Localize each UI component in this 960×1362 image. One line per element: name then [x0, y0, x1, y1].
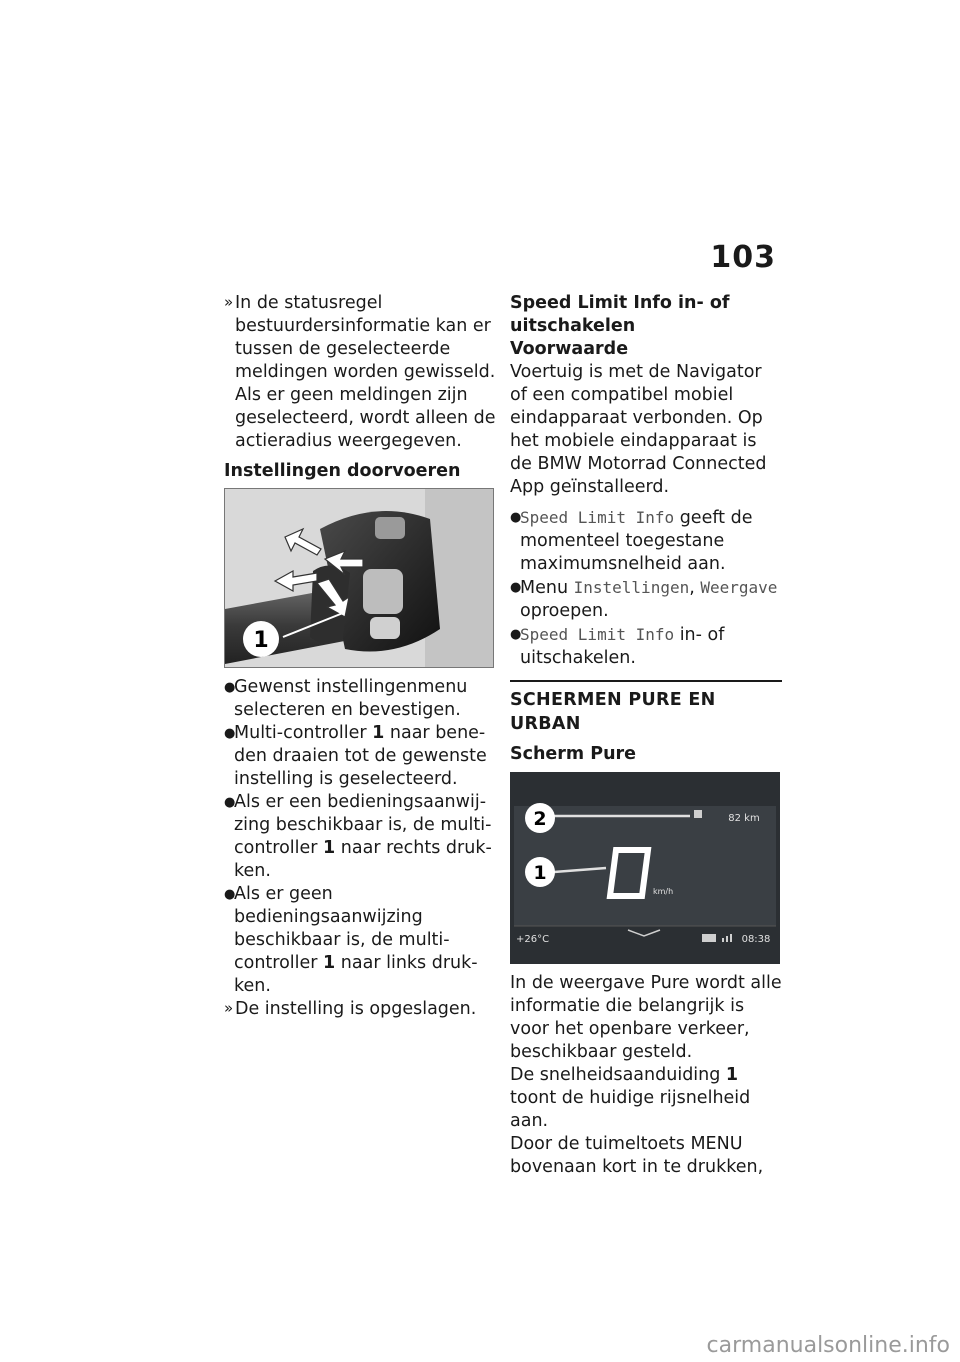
chapter-title: SCHERMEN PURE EN URBAN: [510, 690, 716, 734]
paragraph: Door de tuimeltoets MENU bovenaan kort in te drukken,: [510, 1134, 764, 1177]
temperature-readout: +26°C: [516, 934, 550, 945]
controller-figure: [224, 488, 494, 668]
bullet-text: Menu: [520, 578, 574, 598]
pure-display-illustration: [510, 772, 780, 964]
bullet-text: Als er een bedieningsaanwijzing beschikbaar is, de multi-controller: [234, 792, 492, 858]
bullet-item: [510, 506, 782, 576]
callout-number: 1: [533, 862, 547, 884]
menu-term: Speed Limit Info: [520, 625, 675, 644]
bullet-item: [224, 883, 496, 998]
arrow-marker-icon: »: [224, 293, 234, 311]
watermark[interactable]: carmanualsonline.info: [706, 1333, 950, 1358]
battery-icon: [702, 934, 716, 942]
bullet-text: oproepen.: [520, 601, 609, 621]
bullet-text: naar beneden draaien tot de gewenste instelling is geselecteerd.: [234, 723, 487, 789]
bullet-text: Gewenst instellingenmenu selecteren en bevestigen.: [234, 677, 468, 720]
bullet-icon: ●: [224, 887, 236, 902]
section-divider: [510, 680, 782, 682]
bullet-text: geeft de momenteel toegestane maximumsnelheid aan.: [520, 508, 753, 574]
condition-text: Voertuig is met de Navigator of een compatibel mobiel eindapparaat verbonden. Op het mobiele eindapparaat is de BMW Motorrad Connected App geïnstalleerd.: [510, 362, 767, 497]
bullet-text: naar rechts drukken.: [234, 838, 492, 881]
bullet-item: [224, 791, 496, 883]
left-column: [224, 292, 496, 1021]
section-heading: Speed Limit Info in- of uitschakelen: [510, 293, 730, 336]
result-item: [224, 998, 496, 1021]
bullet-text: ,: [689, 578, 701, 598]
bullet-icon: ●: [224, 726, 236, 741]
paragraph: [510, 1064, 782, 1133]
bullet-item: [510, 623, 782, 670]
handlebar-controller-illustration: [225, 489, 494, 668]
section-heading: Instellingen doorvoeren: [224, 461, 461, 481]
result-item: [224, 292, 496, 453]
bullet-text: Als er geen bedieningsaanwijzing beschikbaar is, de multi-controller: [234, 884, 450, 973]
paragraph: In de weergave Pure wordt alle informatie die belangrijk is voor het openbare verkeer, beschikbaar gesteld.: [510, 973, 782, 1062]
bullet-icon: ●: [510, 580, 522, 595]
range-readout: 82 km: [728, 813, 760, 824]
reference-number: 1: [372, 723, 385, 743]
bullet-item: [224, 722, 496, 791]
clock-readout: 08:38: [741, 934, 771, 945]
paragraph-text: De snelheidsaanduiding: [510, 1065, 726, 1085]
page-number: 103: [710, 240, 776, 275]
reference-number: 1: [323, 838, 336, 858]
callout-number: 2: [533, 808, 547, 830]
arrow-marker-icon: »: [224, 999, 234, 1017]
sub-heading: Voorwaarde: [510, 339, 629, 359]
result-text: In de statusregel bestuurdersinformatie kan er tussen de geselecteerde meldingen worden gewisseld. Als er geen meldingen zijn geselecteerd, wordt alleen de actieradius weergegeven.: [235, 293, 496, 451]
bullet-icon: ●: [510, 627, 522, 642]
bullet-text: in- of uitschakelen.: [520, 625, 725, 668]
menu-term: Speed Limit Info: [520, 508, 675, 527]
bullet-icon: ●: [224, 795, 236, 810]
lock-icon: [694, 810, 702, 818]
reference-number: 1: [725, 1065, 739, 1085]
bullet-text: naar links drukken.: [234, 953, 478, 996]
bullet-icon: ●: [510, 510, 522, 525]
display-figure: [510, 772, 780, 964]
speed-unit: km/h: [653, 887, 674, 896]
right-column: [510, 292, 782, 1179]
menu-term: Instellingen: [573, 578, 690, 597]
reference-number: 1: [323, 953, 336, 973]
paragraph-text: toont de huidige rijsnelheid aan.: [510, 1088, 751, 1131]
result-text: De instelling is opgeslagen.: [235, 999, 477, 1019]
callout-number: 1: [253, 628, 269, 653]
menu-term: Weergave: [700, 578, 778, 597]
bullet-item: [224, 676, 496, 722]
bullet-icon: ●: [224, 680, 236, 695]
bullet-item: [510, 576, 782, 623]
sub-heading: Scherm Pure: [510, 744, 637, 764]
bullet-text: Multi-controller: [234, 723, 373, 743]
